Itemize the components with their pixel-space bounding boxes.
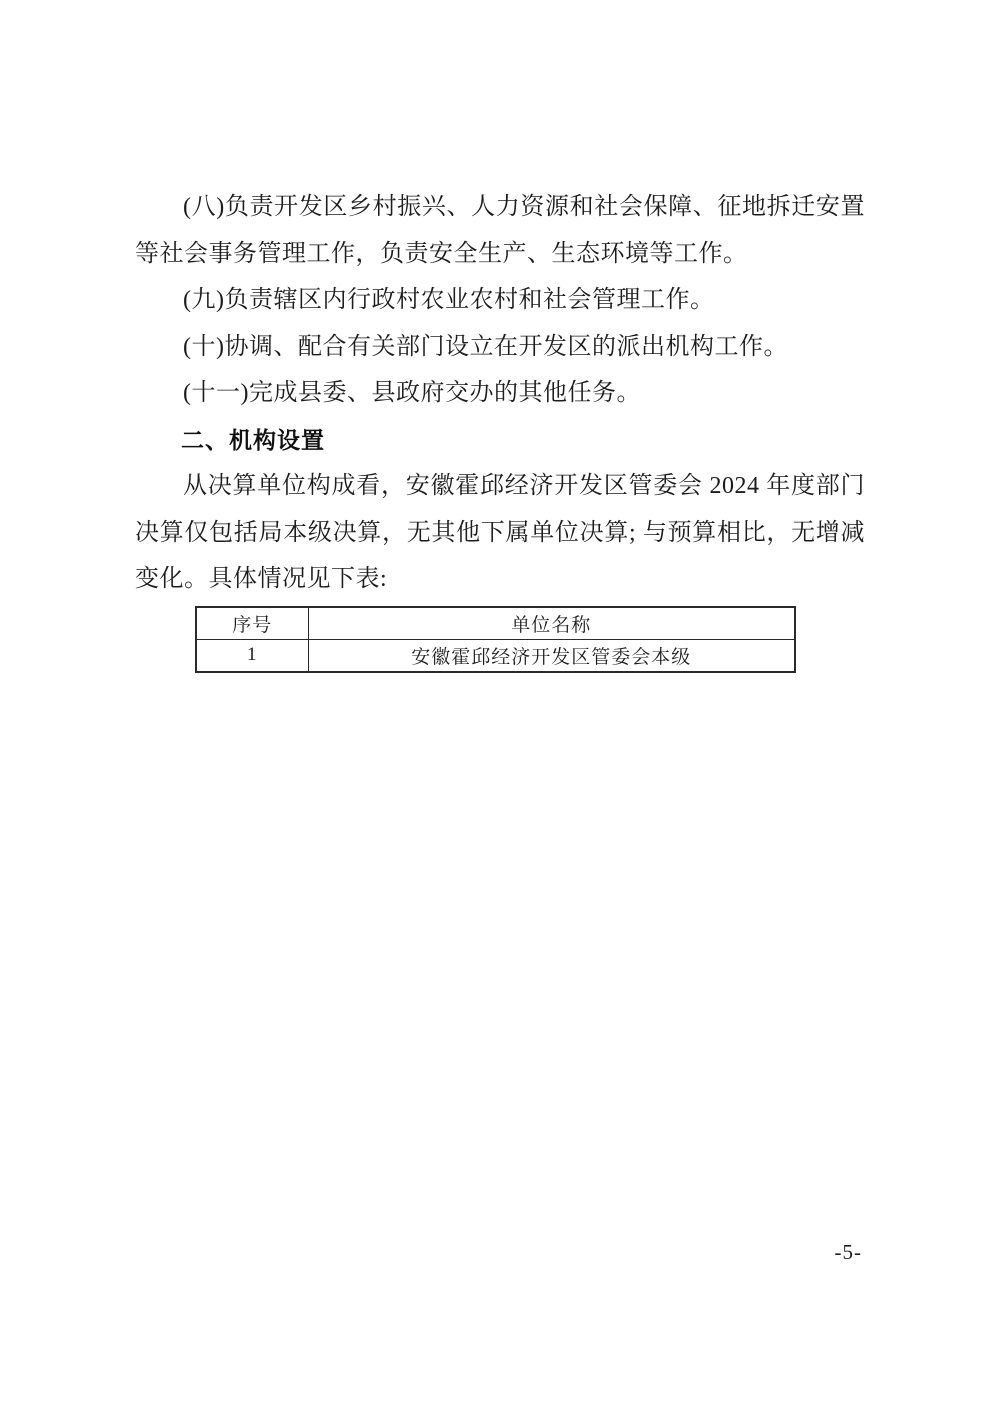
unit-table	[195, 606, 796, 673]
table-cell-unit-name: 安徽霍邱经济开发区管委会本级	[308, 639, 795, 672]
table-header-row	[196, 607, 795, 640]
table-header-seq: 序号	[196, 607, 308, 640]
paragraph-duty-8: (八)负责开发区乡村振兴、人力资源和社会保障、征地拆迁安置等社会事务管理工作，负责安全生产、生态环境等工作。	[135, 194, 865, 267]
page-number: -5-	[834, 1240, 862, 1264]
paragraph-org-overview: 从决算单位构成看，安徽霍邱经济开发区管委会 2024 年度部门决算仅包括局本级决算，无其他下属单位决算; 与预算相比，无增减变化。具体情况见下表:	[135, 473, 865, 592]
paragraph-duty-10: (十)协调、配合有关部门设立在开发区的派出机构工作。	[183, 333, 788, 360]
section-heading-org-setup: 二、机构设置	[181, 426, 325, 453]
table-row	[196, 639, 795, 672]
table-header-unit-name: 单位名称	[308, 607, 795, 640]
document-content	[135, 184, 865, 673]
table-cell-seq: 1	[196, 639, 308, 672]
paragraph-duty-9: (九)负责辖区内行政村农业农村和社会管理工作。	[183, 287, 715, 313]
paragraph-duty-11: (十一)完成县委、县政府交办的其他任务。	[183, 380, 641, 406]
